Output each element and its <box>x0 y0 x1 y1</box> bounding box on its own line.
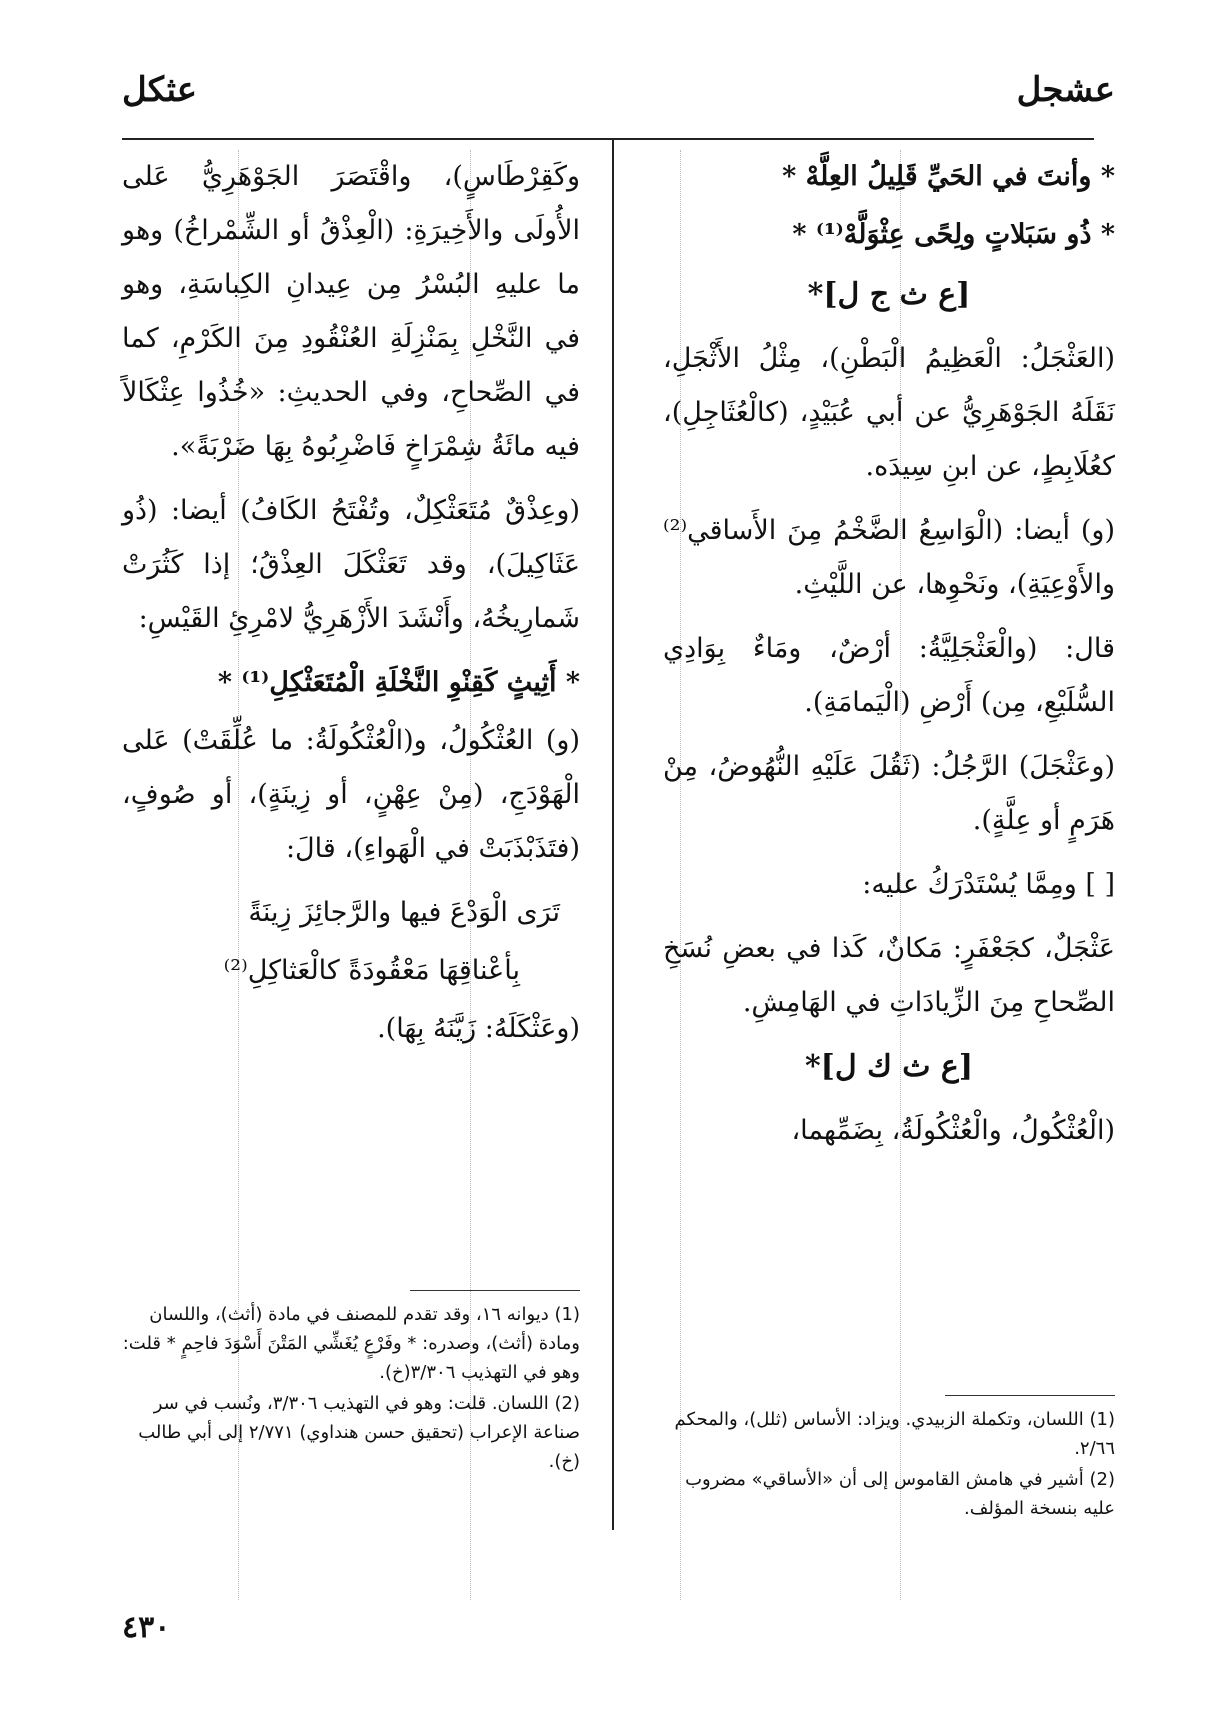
paragraph: (العَثْجَلُ: الْعَظِيمُ الْبَطْنِ)، مِثْلُ الأَثْجَلِ، نَقَلَهُ الجَوْهَرِيُّ عن أبي عُبَيْدٍ، (كالْعُثَاجِلِ)، كعُلَابِطٍ، عن ابنِ سِيدَه. <box>663 343 1115 482</box>
verse-line: * وأنتَ في الحَيِّ قَلِيلُ العِلَّهْ * <box>782 161 1115 192</box>
header-rule <box>122 138 1094 140</box>
paragraph: عَثْجَلٌ، كجَعْفَرٍ: مَكانٌ، كَذا في بعضِ نُسَخِ الصِّحاحِ مِنَ الزِّيادَاتِ في الهَامِشِ. <box>663 933 1115 1018</box>
running-head-left: عثكل <box>122 70 198 110</box>
footnote: (1) ديوانه ١٦، وقد تقدم للمصنف في مادة (أثث)، واللسان ومادة (أثث)، وصدره: * وفَرْعٍ يُغَشِّي المَتْنَ أَسْوَدَ فاحِمٍ * قلت: وهو في التهذيب ٣/٣٠٦(خ). <box>122 1304 580 1383</box>
left-column <box>122 150 580 1066</box>
paragraph: قال: (والْعَثْجَلِيَّةُ: أرْضٌ، ومَاءٌ بِوَادِي السُّلَيْعِ، مِن) أَرْضِ (الْيَمامَةِ). <box>663 633 1115 718</box>
footnote: (2) اللسان. قلت: وهو في التهذيب ٣/٣٠٦، ونُسب في سر صناعة الإعراب (تحقيق حسن هنداوي) ٢/٧٧١ إلى أبي طالب (خ). <box>138 1393 580 1472</box>
paragraph: وكَقِرْطَاسٍ)، واقْتَصَرَ الجَوْهَرِيُّ عَلى الأُولَى والأَخِيرَةِ: (الْعِذْقُ أو الشِّمْراخُ) وهو ما عليهِ البُسْرُ مِن عِيدانِ الكِباسَةِ، وهو في النَّخْلِ بِمَنْزِلَةِ العُنْقُودِ مِنَ الكَرْمِ، كما في الصِّحاحِ، وفي الحديثِ: «خُذُوا عِثْكَالاً فيه مائَةُ شِمْرَاخٍ فَاضْرِبُوهُ بِهَا ضَرْبَةً». <box>122 161 580 462</box>
verse-line: * أَثِيثٍ كَقِنْوِ النَّخْلَةِ الْمُتَعَثْكِلِ⁽¹⁾ * <box>217 667 580 698</box>
paragraph: (وعَثْجَلَ) الرَّجُلُ: (ثَقُلَ عَلَيْهِ النُّهُوضُ، مِنْ هَرَمٍ أو عِلَّةٍ). <box>663 751 1115 836</box>
paragraph: [ ] ومِمَّا يُسْتَدْرَكُ عليه: <box>862 869 1115 900</box>
footnote-rule <box>945 1395 1115 1396</box>
entry-heading: [ع ث ج ل]* <box>807 277 971 312</box>
paragraph: (وعَثْكَلَهُ: زَيَّنَهُ بِهَا). <box>377 1013 580 1044</box>
footnote-rule <box>410 1290 580 1291</box>
verse-line: * ذُو سَبَلاتٍ ولِحًى عِثْوَلَّهْ⁽¹⁾ * <box>792 219 1115 250</box>
paragraph: (الْعُثْكُولُ، والْعُثْكُولَةُ، بِضَمِّهما، <box>791 1115 1115 1146</box>
running-head-right: عشجل <box>1016 70 1115 110</box>
paragraph: (و) العُثْكُولُ، و(الْعُثْكُولَةُ: ما عُلِّقَتْ) عَلى الْهَوْدَجِ، (مِنْ عِهْنٍ، أو زِينَةٍ)، أو صُوفٍ، (فتَذَبْذَبَتْ في الْهَواءِ)، قالَ: <box>122 725 580 864</box>
left-footnotes <box>122 1300 580 1478</box>
right-footnotes <box>663 1405 1115 1525</box>
poem-line: تَرَى الْوَدْعَ فيها والرَّجائِزَ زِينَةً <box>248 897 560 928</box>
entry-heading: [ع ث ك ل]* <box>804 1049 974 1084</box>
paragraph: (و) أيضا: (الْوَاسِعُ الضَّخْمُ مِنَ الأَساقي⁽²⁾ والأَوْعِيَةِ)، ونَحْوِها، عن اللَّيْثِ. <box>663 515 1115 600</box>
page-number: ٤٣٠ <box>122 1610 171 1645</box>
footnote: (1) اللسان، وتكملة الزبيدي. ويزاد: الأساس (ثلل)، والمحكم ٢/٦٦. <box>674 1409 1115 1459</box>
poem-line: بِأعْناقِهَا مَعْقُودَةً كالْعَثاكِلِ⁽²⁾ <box>223 955 520 986</box>
right-column <box>663 150 1115 1168</box>
column-divider <box>612 140 614 1530</box>
footnote: (2) أشير في هامش القاموس إلى أن «الأساقي» مضروب عليه بنسخة المؤلف. <box>685 1469 1115 1519</box>
paragraph: (وعِذْقٌ مُتَعَثْكِلٌ، وتُفْتَحُ الكَافُ) أيضا: (ذُو عَثَاكِيلَ)، وقد تَعَثْكَلَ العِذْقُ؛ إذا كَثُرَتْ شَمارِيخُهُ، وأَنْشَدَ الأَزْهَرِيُّ لامْرِئِ القَيْسِ: <box>122 495 580 634</box>
